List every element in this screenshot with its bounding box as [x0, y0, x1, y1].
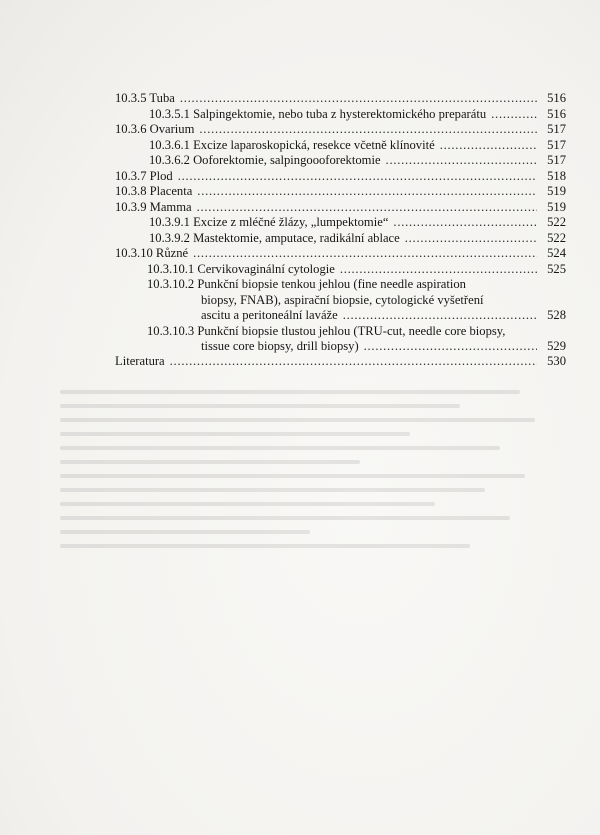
toc-page-number: 519	[547, 184, 566, 198]
toc-entry	[149, 153, 566, 167]
toc-entry-label: 10.3.5 Tuba	[115, 91, 175, 105]
toc-page-number: 529	[547, 339, 566, 353]
leader-dots	[440, 138, 537, 152]
toc-entry-label: Literatura	[115, 354, 165, 368]
toc-page-number: 517	[547, 153, 566, 167]
toc-entry-label: 10.3.9.1 Excize z mléčné žlázy, „lumpektomie“	[149, 215, 389, 229]
toc-entry-label: 10.3.5.1 Salpingektomie, nebo tuba z hysterektomického preparátu	[149, 107, 487, 121]
leader-dots	[178, 169, 537, 183]
leader-dots	[343, 308, 537, 322]
leader-dots	[405, 231, 537, 245]
toc-entry-label: 10.3.6.2 Ooforektomie, salpingoooforektomie	[149, 153, 381, 167]
toc-entry	[201, 339, 566, 353]
toc-page-number: 516	[547, 107, 566, 121]
toc-page-number: 522	[547, 231, 566, 245]
leader-dots	[197, 200, 537, 214]
toc-entry-label-continuation: tissue core biopsy, drill biopsy)	[201, 339, 359, 353]
toc-entry-label: 10.3.6.1 Excize laparoskopická, resekce včetně klínovité	[149, 138, 435, 152]
toc-entry	[149, 107, 566, 121]
toc-entry	[149, 215, 566, 229]
leader-dots	[170, 354, 537, 368]
leader-dots	[197, 184, 537, 198]
leader-dots	[199, 122, 537, 136]
toc-page-number: 525	[547, 262, 566, 276]
toc-entry-label: 10.3.7 Plod	[115, 169, 173, 183]
toc-entry	[201, 308, 566, 322]
toc-entry-label: 10.3.10.2 Punkční biopsie tenkou jehlou (fine needle aspiration	[147, 277, 466, 291]
bleed-through-text	[60, 380, 560, 680]
toc-page-number: 522	[547, 215, 566, 229]
toc-entry	[115, 354, 566, 368]
toc-entry	[115, 246, 566, 260]
leader-dots	[193, 246, 537, 260]
toc-page-number: 524	[547, 246, 566, 260]
toc-page-number: 519	[547, 200, 566, 214]
toc-page-number: 517	[547, 122, 566, 136]
leader-dots	[340, 262, 537, 276]
toc-entry	[115, 184, 566, 198]
toc-page-number: 516	[547, 91, 566, 105]
toc-entry-label: 10.3.8 Placenta	[115, 184, 193, 198]
toc-entry-label: 10.3.9 Mamma	[115, 200, 192, 214]
toc-entry-label-continuation: biopsy, FNAB), aspirační biopsie, cytologické vyšetření	[201, 293, 484, 307]
toc-entry-label: 10.3.6 Ovarium	[115, 122, 195, 136]
leader-dots	[386, 153, 537, 167]
toc-entry-label: 10.3.10 Různé	[115, 246, 189, 260]
toc-entry	[115, 200, 566, 214]
leader-dots	[393, 215, 537, 229]
toc-entry-label-continuation: ascitu a peritoneální laváže	[201, 308, 338, 322]
toc-entry	[149, 231, 566, 245]
toc-page-number: 530	[547, 354, 566, 368]
toc-entry-label: 10.3.10.1 Cervikovaginální cytologie	[147, 262, 335, 276]
toc-entry	[147, 262, 566, 276]
leader-dots	[364, 339, 537, 353]
toc-entry-label: 10.3.10.3 Punkční biopsie tlustou jehlou (TRU-cut, needle core biopsy,	[147, 324, 506, 338]
leader-dots	[491, 107, 537, 121]
toc-page-number: 528	[547, 308, 566, 322]
toc-entry-label: 10.3.9.2 Mastektomie, amputace, radikální ablace	[149, 231, 400, 245]
toc-page-number: 517	[547, 138, 566, 152]
leader-dots	[180, 91, 537, 105]
toc-entry	[115, 122, 566, 136]
toc-entry	[149, 138, 566, 152]
toc-entry	[115, 169, 566, 183]
toc-page-number: 518	[547, 169, 566, 183]
toc-entry	[115, 91, 566, 105]
